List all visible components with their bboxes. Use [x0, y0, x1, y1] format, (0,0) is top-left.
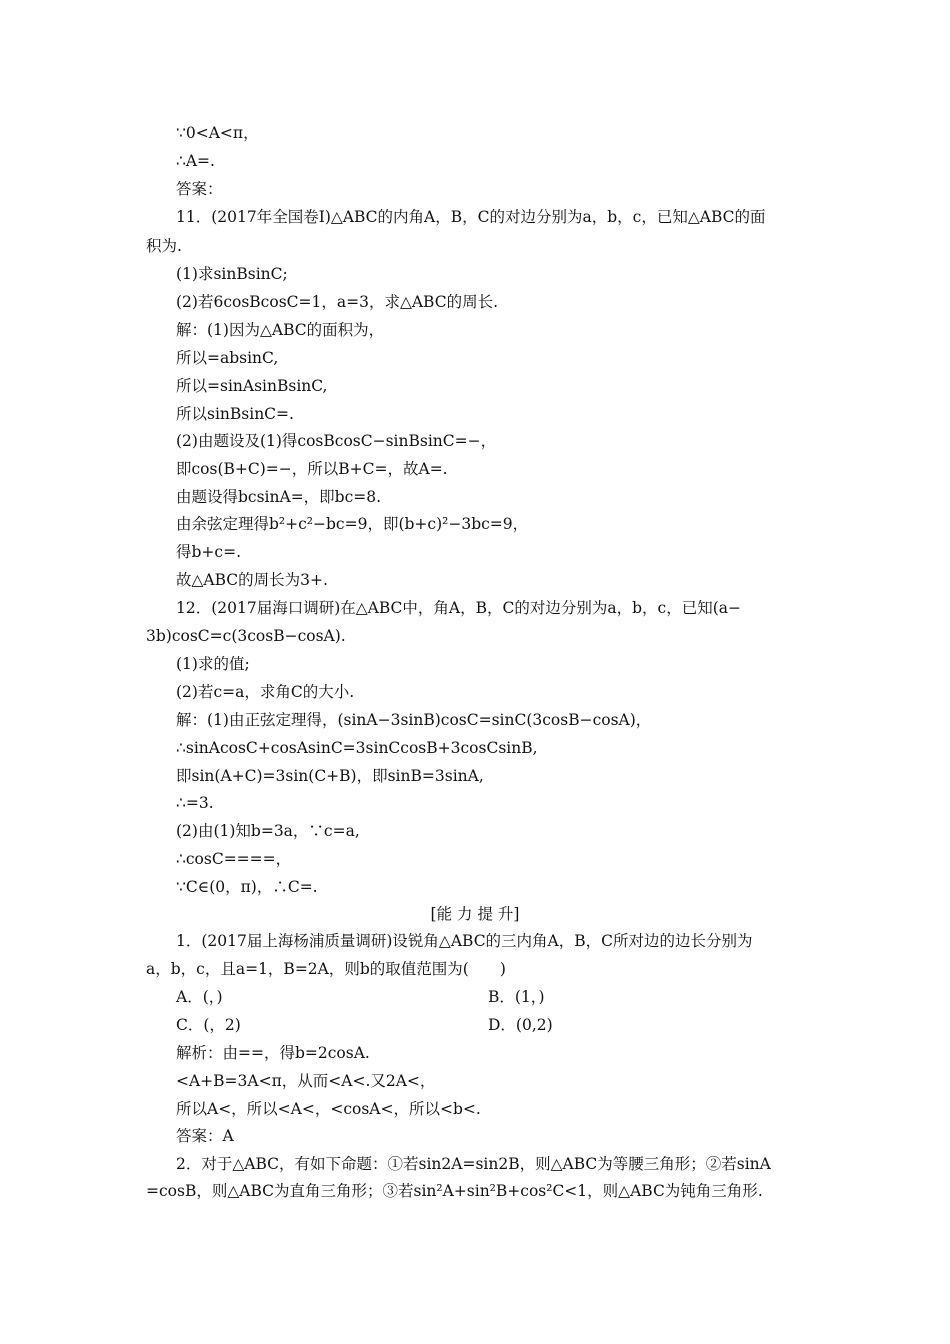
text-line: (2)由题设及(1)得cosBcosC−sinBsinC=−，: [176, 432, 497, 450]
text-line: ∴cosC====，: [176, 850, 292, 868]
text-line: =cosB，则△ABC为直角三角形；③若sin²A+sin²B+cos²C<1，则△ABC为钝角三角形.: [146, 1182, 763, 1200]
text-line: 即sin(A+C)=3sin(C+B)，即sinB=3sinA,: [176, 767, 484, 785]
text-line: ∴A=.: [176, 152, 215, 170]
text-line: (2)若c=a，求角C的大小.: [176, 683, 355, 701]
text-line: ∴sinAcosC+cosAsinC=3sinCcosB+3cosCsinB,: [176, 739, 538, 757]
option-c: C．(，2): [176, 1016, 241, 1034]
text-line: (2)由(1)知b=3a，∵c=a,: [176, 822, 360, 840]
text-line: 解：(1)因为△ABC的面积为，: [176, 321, 385, 339]
answer-line: 答案：A: [176, 1127, 234, 1145]
text-line: 即cos(B+C)=−，所以B+C=，故A=.: [176, 460, 448, 478]
question-2-title: 2．对于△ABC，有如下命题：①若sin2A=sin2B，则△ABC为等腰三角形；②若sinA: [176, 1155, 771, 1173]
text-line: ∴=3.: [176, 794, 214, 812]
option-d: D．(0,2): [488, 1016, 553, 1034]
text-line: (2)若6cosBcosC=1，a=3，求△ABC的周长.: [176, 293, 499, 311]
text-line: 3b)cosC=c(3cosB−cosA).: [146, 627, 346, 645]
text-line: <A+B=3A<π，从而<A<.又2A<，: [176, 1072, 436, 1090]
text-line: 由题设得bcsinA=，即bc=8.: [176, 488, 382, 506]
option-a: A．(，): [176, 988, 223, 1006]
text-line: a，b，c，且a=1，B=2A，则b的取值范围为( ): [146, 960, 506, 978]
option-b: B．(1，): [488, 988, 545, 1006]
text-line: 由余弦定理得b²+c²−bc=9，即(b+c)²−3bc=9，: [176, 515, 529, 533]
text-line: 故△ABC的周长为3+.: [176, 571, 328, 589]
text-line: 所以A<，所以<A<，<cosA<，所以<b<.: [176, 1100, 481, 1118]
text-line: ∵0<A<π，: [176, 124, 259, 142]
text-line: 解：(1)由正弦定理得，(sinA−3sinB)cosC=sinC(3cosB−cosA)，: [176, 711, 652, 729]
text-line: 所以=sinAsinBsinC,: [176, 377, 328, 395]
answer-label: 答案：: [176, 180, 223, 198]
question-1-title: 1．(2017届上海杨浦质量调研)设锐角△ABC的三内角A，B，C所对边的边长分别为: [176, 932, 753, 950]
text-line: (1)求的值;: [176, 655, 250, 673]
problem-11-title: 11．(2017年全国卷Ⅰ)△ABC的内角A，B，C的对边分别为a，b，c，已知△ABC的面: [176, 208, 766, 226]
text-line: 得b+c=.: [176, 543, 242, 561]
problem-12-title: 12．(2017届海口调研)在△ABC中，角A，B，C的对边分别为a，b，c，已知(a−: [176, 599, 741, 617]
text-line: (1)求sinBsinC;: [176, 265, 288, 283]
text-line: 所以sinBsinC=.: [176, 405, 294, 423]
text-line: 解析：由==，得b=2cosA.: [176, 1044, 370, 1062]
text-line: ∵C∈(0，π)，∴C=.: [176, 878, 318, 896]
text-line: 积为.: [146, 237, 182, 255]
section-heading: [能 力 提 升]: [430, 905, 520, 923]
text-line: 所以=absinC,: [176, 349, 279, 367]
